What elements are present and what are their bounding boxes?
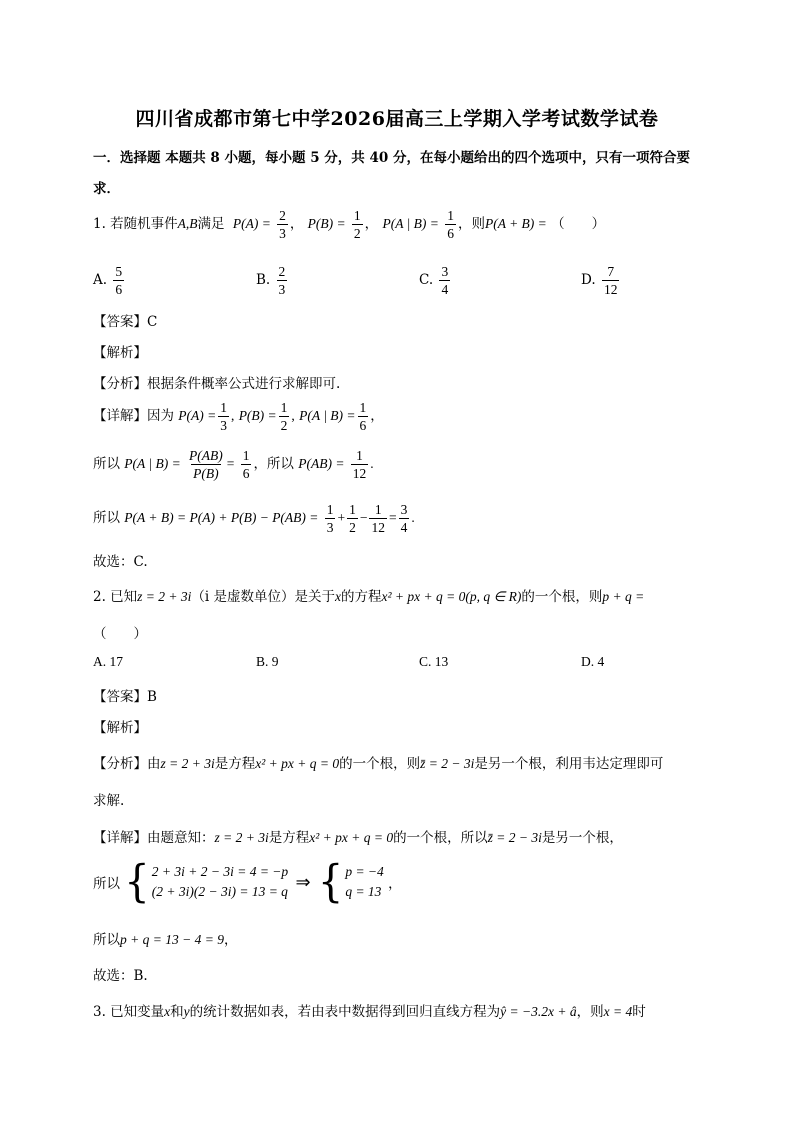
question-2-option-c: C. 13	[419, 654, 449, 669]
question-2-conclusion: 故选：B.	[93, 968, 148, 984]
question-1-detail-line2: 所以 P(A | B) = $\frac{P(AB)}{P(B)}$ = $\frac{1}{6}$ ，所以 P(AB) = $\frac{1}{12}$ .	[93, 448, 374, 481]
question-2-option-b: B. 9	[256, 654, 279, 669]
question-2-fenxi-line1: 【分析】由z = 2 + 3i是方程x² + px + q = 0的一个根，则z̄ = 2 − 3i是另一个根，利用韦达定理即可	[93, 756, 664, 772]
question-2-option-a: A. 17	[93, 654, 123, 669]
question-3-stem: 3. 已知变量x和y的统计数据如表，若由表中数据得到回归直线方程为ŷ = −3.2x + â，则x = 4时	[93, 1004, 646, 1020]
question-2-fenxi-line2: 求解.	[93, 793, 125, 809]
page-title: 四川省成都市第七中学2026届高三上学期入学考试数学试卷	[135, 108, 659, 130]
question-2-analysis-heading: 【解析】	[93, 720, 147, 736]
question-1-option-c: C. $\frac{3}{4}$	[419, 264, 449, 297]
question-1-option-d: D. $\frac{7}{12}$	[581, 264, 618, 297]
question-2-paren: （ ）	[93, 626, 147, 642]
question-2-sum: 所以p + q = 13 − 4 = 9，	[93, 932, 238, 948]
fraction: $\frac{1}{6}$	[447, 208, 454, 241]
question-2-detail-line1: 【详解】由题意知：z = 2 + 3i是方程x² + px + q = 0的一个根，所以z̄ = 2 − 3i是另一个根，	[93, 830, 623, 846]
question-1-analysis-heading: 【解析】	[93, 345, 147, 361]
question-1-stem: 1. 若随机事件A,B满足 P(A) = $\frac{2}{3}$ ， P(B) = $\frac{1}{2}$ ， P(A | B) = $\frac{1}{6}$ ，则P(A + B) = （ ）	[93, 208, 606, 241]
fraction: $\frac{1}{2}$	[353, 208, 361, 241]
fraction: $\frac{2}{3}$	[279, 208, 286, 241]
question-1-detail-line3: 所以 P(A + B) = P(A) + P(B) − P(AB) = $\frac{1}{3}$ + $\frac{1}{2}$ − $\frac{1}{12}$ = $\frac{3}{4}$ .	[93, 502, 415, 535]
question-1-answer: 【答案】C	[93, 314, 158, 330]
question-1-option-a: A. $\frac{5}{6}$	[93, 264, 123, 297]
section-heading-line1: 一．选择题 本题共 8 小题，每小题 5 分，共 40 分，在每小题给出的四个选项中，只有一项符合要	[93, 150, 690, 166]
question-2-option-d: D. 4	[581, 654, 605, 669]
question-2-stem: 2. 已知z = 2 + 3i（i 是虚数单位）是关于x的方程x² + px + q = 0(p, q ∈ R)的一个根，则p + q =	[93, 589, 645, 605]
question-2-answer: 【答案】B	[93, 689, 157, 705]
question-1-detail-line1: 【详解】因为 P(A) = $\frac{1}{3}$ , P(B) = $\frac{1}{2}$ , P(A | B) = $\frac{1}{6}$ ，	[93, 400, 384, 433]
question-1-fenxi: 【分析】根据条件概率公式进行求解即可.	[93, 376, 341, 392]
question-1-conclusion: 故选：C.	[93, 554, 148, 570]
section-heading-line2: 求．	[93, 181, 120, 197]
question-2-system: 所以 { 2 + 3i + 2 − 3i = 4 = −p (2 + 3i)(2 − 3i) = 13 = q ⇒ { p = −4 q = 13 ，	[93, 856, 402, 908]
question-1-option-b: B. $\frac{2}{3}$	[256, 264, 286, 297]
